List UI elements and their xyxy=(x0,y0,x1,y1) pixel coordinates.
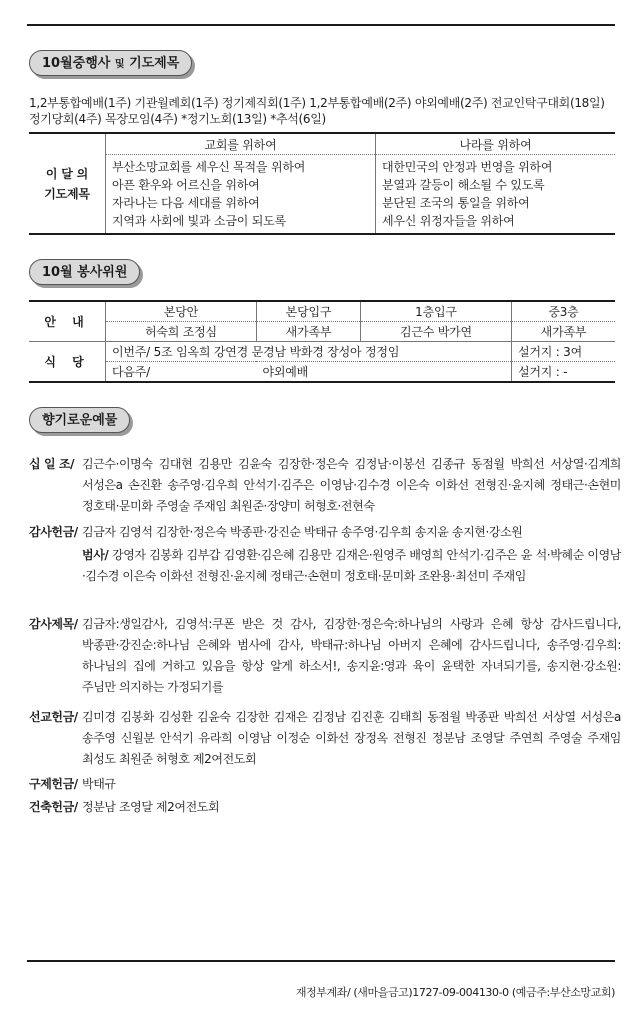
next-week-label: 다음주/ xyxy=(112,365,151,379)
nation-prayer-list: 대한민국의 안정과 번영을 위하여 분열과 갈등이 해소될 수 있도록 분단된 조국의 통일을 위하여 세우신 위정자들을 위하여 xyxy=(381,160,553,228)
offering-thanks-everything: 범사/ 강영자 김봉화 김부갑 김영환·김은혜 김용만 김재은·원영주 배영희 안석기·김주은 윤 석·박혜순 이영남·김수경 이은숙 이화선 전형진·윤지혜 정태근·손현미 정호태·문미화 조완용·최선미 주재임 xyxy=(82,548,621,583)
prayer-side-label: 이 달 의 기도제목 xyxy=(29,133,106,234)
next-week-wash: 설거지 : - xyxy=(517,365,568,379)
col-header: 1층입구 xyxy=(360,301,511,322)
this-week-meal: 이번주/ 5조 임옥희 강연경 문경남 박화경 장성아 정정임 xyxy=(106,342,512,362)
church-prayer-list: 부산소망교회를 세우신 목적을 위하여 아픈 환우와 어르신을 위하여 자라나는 다음 세대를 위하여 지역과 사회에 빛과 소금이 되도록 xyxy=(106,155,376,235)
offering-relief: 구제헌금/ 박태규 xyxy=(29,777,116,791)
bottom-rule xyxy=(27,960,615,962)
service-table xyxy=(29,300,615,383)
col-header: 본당입구 xyxy=(256,301,360,322)
col-header: 중3층 xyxy=(511,301,615,322)
prayer-table xyxy=(29,132,615,235)
section-title-october-events: 10월중행사 및 기도제목 xyxy=(29,50,192,76)
section-title-volunteers: 10월 봉사위원 xyxy=(29,259,140,285)
col-value: 허숙희 조정심 xyxy=(106,322,257,342)
col-header: 본당안 xyxy=(106,301,257,322)
offering-tithe: 십 일 조/ 김근수·이명숙 김대현 김용만 김윤숙 김장한·정은숙 김정남·이봉선 김종규 동점월 박희선 서상열·김계희 서성은a 손진환 송주영·김우희 안석기·김주은 이영남·김수경 이은숙 이화선 전형진·윤지혜 정태근·손현미 정호태·문미화 주영술 주재임 최원준·장양미 허형호·전현숙 xyxy=(29,457,621,513)
offering-mission: 선교헌금/ 김미경 김봉화 김성환 김윤숙 김장한 김재은 김정남 김진훈 김태희 동점월 박종판 박희선 서상열 서성은a 송주영 신월분 안석기 유라희 이영남 이정순 이화선 장정옥 전형진 정분남 조영달 주연희 주영술 주재임 최성도 최원준 허형호 제2여전도회 xyxy=(29,710,621,766)
meal-label: 식 당 xyxy=(29,342,106,383)
col-value: 새가족부 xyxy=(511,322,615,342)
nation-header: 나라를 위하여 xyxy=(375,133,615,155)
event-schedule: 1,2부통합예배(1주) 기관월례회(1주) 정기제직회(1주) 1,2부통합예배(2주) 야외예배(2주) 전교인탁구대회(18일) 정기당회(4주) 목장모임(4주) *정기노회(13일) *추석(6일) xyxy=(29,96,605,126)
guide-label: 안 내 xyxy=(29,301,106,342)
offering-thanks-titles: 감사제목/ 김금자:생일감사, 김영석:쿠폰 받은 것 감사, 김장한·정은숙:하나님의 사랑과 은혜 항상 감사드립니다, 박종판·강진순:하나님 은혜와 범사에 감사, 박태규:하나님 아버지 은혜에 감사드립니다, 송주영·김우희:하나님의 집에 거하고 있음을 항상 알게 하소서!, 송지윤:영과 육이 윤택한 자녀되기를, 송지현·강소원:주님만 의지하는 가정되기를 xyxy=(29,617,621,694)
section-title-offerings: 향기로운예물 xyxy=(29,407,130,433)
offering-building: 건축헌금/ 정분남 조영달 제2여전도회 xyxy=(29,800,220,814)
everything-prefix: 범사/ xyxy=(82,548,109,562)
col-value: 새가족부 xyxy=(256,322,360,342)
offering-thanks: 감사헌금/ 김금자 김영석 김장한·정은숙 박종판·강진순 박태규 송주영·김우희 송지윤 송지현·강소원 xyxy=(29,525,523,539)
this-week-wash: 설거지 : 3여 xyxy=(511,342,615,362)
church-header: 교회를 위하여 xyxy=(106,133,376,155)
next-week-event: 야외예배 xyxy=(256,362,511,383)
col-value: 김근수 박가연 xyxy=(360,322,511,342)
top-rule xyxy=(27,24,615,26)
bank-account-footer: 재정부계좌/ (새마을금고)1727-09-004130-0 (예금주:부산소망교회) xyxy=(295,986,615,999)
